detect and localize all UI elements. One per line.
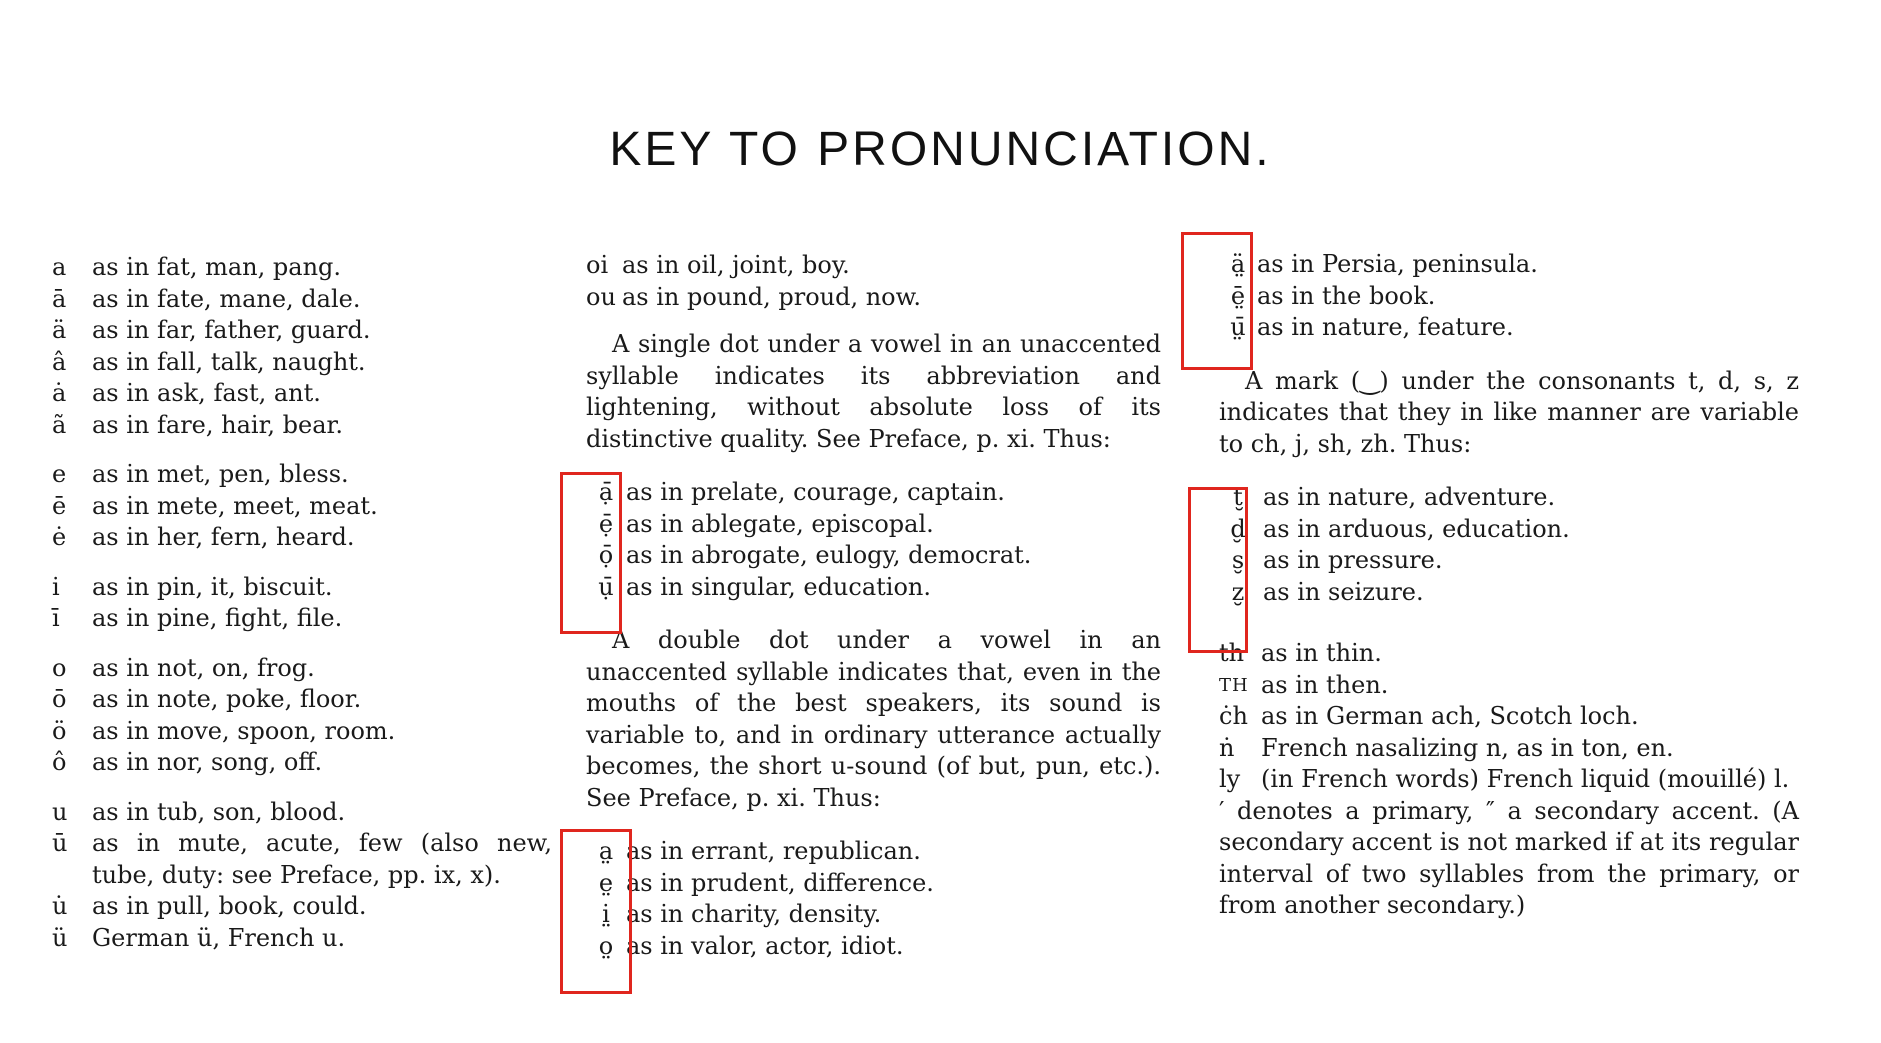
key-symbol: ṅ xyxy=(1219,733,1235,762)
other-sounds-list xyxy=(1219,638,1799,796)
diphthong-row xyxy=(586,282,1161,314)
key-row xyxy=(1219,733,1799,765)
key-row xyxy=(586,572,1161,604)
key-symbol: u xyxy=(52,797,68,826)
key-description: as in pin, it, biscuit. xyxy=(92,572,333,601)
key-symbol: ē̤ xyxy=(1230,281,1246,310)
key-symbol: ō xyxy=(52,685,67,713)
key-row xyxy=(52,797,552,829)
key-symbol: ọ̄ xyxy=(598,541,614,569)
consonant-list xyxy=(1219,482,1799,608)
key-row xyxy=(586,868,1161,900)
key-symbol: th xyxy=(1219,639,1245,667)
key-symbol: ụ̄ xyxy=(598,572,614,601)
key-symbol: s̮ xyxy=(1231,546,1245,574)
variable-sounds-column xyxy=(1219,249,1799,922)
key-description: as in prelate, courage, captain. xyxy=(626,478,1005,506)
key-row xyxy=(1219,638,1799,670)
page-title: KEY TO PRONUNCIATION. xyxy=(609,123,1272,176)
key-description: as in oil, joint, boy. xyxy=(622,251,850,279)
key-description: French nasalizing n, as in ton, en. xyxy=(1261,733,1674,762)
key-description: as in nor, song, off. xyxy=(92,748,323,776)
key-description: as in arduous, education. xyxy=(1263,514,1570,543)
key-symbol: ā xyxy=(52,284,67,313)
key-description: as in mute, acute, few (also new, tube, duty: see Preface, pp. ix, x). xyxy=(92,829,552,889)
o-vowels-group xyxy=(52,653,552,779)
unaccented-vowels-column xyxy=(586,250,1161,962)
key-symbol: ã xyxy=(52,410,67,439)
key-description: as in prudent, difference. xyxy=(626,868,934,897)
key-symbol: z̮ xyxy=(1231,577,1245,606)
key-description: as in fate, mane, dale. xyxy=(92,284,361,313)
key-row xyxy=(586,836,1161,868)
key-description: as in far, father, guard. xyxy=(92,316,371,344)
key-symbol: ē xyxy=(52,491,67,520)
u-vowels-group xyxy=(52,797,552,955)
key-row xyxy=(586,540,1161,572)
double-dot-list xyxy=(586,836,1161,962)
key-description: as in thin. xyxy=(1261,639,1382,667)
accent-note: ′ denotes a primary, ″ a secondary accent. (A secondary accent is not marked if at its regular interval of two syllables from the primary, or from another secondary.) xyxy=(1219,796,1799,919)
key-row xyxy=(586,899,1161,931)
key-row xyxy=(52,716,552,748)
key-symbol: o xyxy=(52,653,67,682)
key-description: as in German ach, Scotch loch. xyxy=(1261,702,1639,730)
vowel-key-column xyxy=(52,252,552,972)
key-description: as in pressure. xyxy=(1263,546,1443,574)
highlight-box-double-dot xyxy=(560,829,632,994)
key-row xyxy=(52,347,552,379)
key-symbol: ạ̄ xyxy=(598,478,614,506)
key-row xyxy=(52,923,552,955)
key-symbol: ẹ̄ xyxy=(598,509,614,538)
key-description: as in pound, proud, now. xyxy=(622,282,921,311)
key-description: as in nature, adventure. xyxy=(1263,483,1556,511)
e-vowels-group xyxy=(52,459,552,554)
key-description: as in mete, meet, meat. xyxy=(92,491,378,520)
key-row xyxy=(52,572,552,604)
key-symbol: ȧ xyxy=(52,379,67,407)
key-description: as in fat, man, pang. xyxy=(92,253,342,281)
key-row xyxy=(52,653,552,685)
key-row xyxy=(586,477,1161,509)
key-symbol: ä xyxy=(52,316,67,344)
key-symbol: ly xyxy=(1219,765,1241,793)
key-symbol: o̤ xyxy=(598,931,614,960)
key-description: as in her, fern, heard. xyxy=(92,523,355,551)
highlight-box-consonants xyxy=(1188,487,1248,653)
key-row xyxy=(52,522,552,554)
key-row xyxy=(1219,701,1799,733)
key-symbol: ū xyxy=(52,829,68,857)
key-description: as in then. xyxy=(1261,670,1389,699)
key-description: as in pine, fight, file. xyxy=(92,604,343,632)
key-symbol: ô xyxy=(52,748,67,776)
key-description: as in note, poke, floor. xyxy=(92,685,362,713)
single-dot-list xyxy=(586,477,1161,603)
key-description: as in valor, actor, idiot. xyxy=(626,931,904,960)
key-symbol: t̮ xyxy=(1233,483,1243,511)
key-symbol: ė xyxy=(52,523,67,551)
key-description: as in ablegate, episcopal. xyxy=(626,509,934,538)
key-symbol: a̤ xyxy=(598,837,614,865)
key-row xyxy=(1219,670,1799,702)
double-dot-paragraph: A double dot under a vowel in an unaccented syllable indicates that, even in the mouths of the best speakers, its sound is variable to, and in ordinary utterance actually becomes, the short u-sound (of but, pun, etc.). See Preface, p. xi. Thus: xyxy=(586,626,1161,812)
key-description: as in met, pen, bless. xyxy=(92,460,349,488)
key-symbol: ü xyxy=(52,923,68,952)
key-description: German ü, French u. xyxy=(92,923,346,952)
key-description: as in not, on, frog. xyxy=(92,653,315,682)
a-vowels-group xyxy=(52,252,552,441)
key-symbol: ċh xyxy=(1219,702,1248,730)
key-description: as in Persia, peninsula. xyxy=(1257,250,1538,278)
key-symbol: oi xyxy=(586,251,609,279)
key-description: as in errant, republican. xyxy=(626,837,921,865)
key-row xyxy=(586,509,1161,541)
key-description: as in ask, fast, ant. xyxy=(92,379,321,407)
key-row xyxy=(52,828,552,891)
key-row xyxy=(52,315,552,347)
key-row xyxy=(52,410,552,442)
key-row xyxy=(1219,281,1799,313)
i-vowels-group xyxy=(52,572,552,635)
key-row xyxy=(52,459,552,491)
key-description: as in singular, education. xyxy=(626,572,931,601)
key-row xyxy=(1219,577,1799,609)
single-dot-paragraph: A single dot under a vowel in an unaccented syllable indicates its abbreviation and lightening, without absolute loss of its distinctive quality. See Preface, p. xi. Thus: xyxy=(586,330,1161,453)
key-description: as in pull, book, could. xyxy=(92,892,367,920)
key-symbol: e̤ xyxy=(598,868,614,897)
highlight-box-variable-vowels xyxy=(1181,232,1253,370)
key-symbol: TH xyxy=(1219,674,1249,696)
key-row xyxy=(1219,312,1799,344)
key-row xyxy=(1219,249,1799,281)
key-symbol: i̤ xyxy=(602,900,610,928)
key-description: as in fall, talk, naught. xyxy=(92,347,366,376)
key-row xyxy=(52,684,552,716)
key-row xyxy=(52,252,552,284)
key-row xyxy=(1219,482,1799,514)
key-description: as in tub, son, blood. xyxy=(92,797,346,826)
key-row xyxy=(586,931,1161,963)
key-row xyxy=(1219,764,1799,796)
key-row xyxy=(52,491,552,523)
key-symbol: e xyxy=(52,460,67,488)
key-symbol: ou xyxy=(586,282,616,311)
key-row xyxy=(52,603,552,635)
key-symbol: a xyxy=(52,253,67,281)
key-row xyxy=(52,284,552,316)
key-row xyxy=(1219,545,1799,577)
key-description: as in seizure. xyxy=(1263,577,1424,606)
key-symbol: u̇ xyxy=(52,892,68,920)
highlight-box-single-dot xyxy=(560,472,622,634)
key-description: (in French words) French liquid (mouillé) l. xyxy=(1261,765,1790,793)
key-row xyxy=(52,747,552,779)
variable-vowels-list xyxy=(1219,249,1799,344)
diphthong-row xyxy=(586,250,1161,282)
key-description: as in the book. xyxy=(1257,281,1436,310)
key-row xyxy=(52,891,552,923)
key-symbol: d̮ xyxy=(1230,514,1246,543)
key-description: as in fare, hair, bear. xyxy=(92,410,344,439)
key-description: as in abrogate, eulogy, democrat. xyxy=(626,541,1032,569)
key-symbol: ṳ̄ xyxy=(1230,313,1246,341)
key-description: as in move, spoon, room. xyxy=(92,716,396,745)
key-symbol: â xyxy=(52,347,67,376)
key-symbol: i xyxy=(52,572,60,601)
key-row xyxy=(52,378,552,410)
consonant-mark-paragraph: A mark (‿) under the consonants t, d, s, z indicates that they in like manner are variable to ch, j, sh, zh. Thus: xyxy=(1219,366,1799,458)
key-symbol: ī xyxy=(52,604,60,632)
key-symbol: ö xyxy=(52,716,67,745)
key-symbol: ä̤ xyxy=(1230,250,1246,278)
key-description: as in nature, feature. xyxy=(1257,313,1514,341)
key-row xyxy=(1219,514,1799,546)
key-description: as in charity, density. xyxy=(626,900,882,928)
